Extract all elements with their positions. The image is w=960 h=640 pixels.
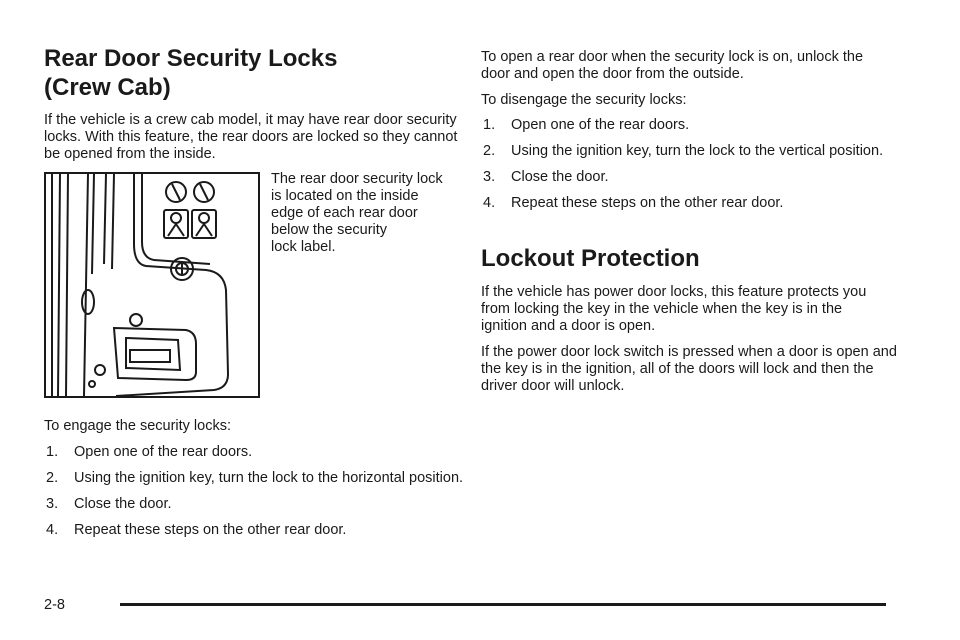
footer-divider — [120, 603, 886, 606]
caption-line: lock label. — [271, 239, 336, 255]
step-text: Using the ignition key, turn the lock to the vertical position. — [511, 143, 884, 159]
engage-heading: To engage the security locks: — [44, 418, 231, 434]
step-text: Open one of the rear doors. — [74, 444, 253, 460]
caption-line: edge of each rear door — [271, 205, 418, 221]
door-lock-illustration — [44, 172, 260, 398]
open-door-paragraph: To open a rear door when the security lock is on, unlock the door and open the door from the outside. — [481, 49, 864, 82]
list-item — [46, 496, 464, 513]
list-item — [46, 444, 464, 461]
section-title-crew-cab — [44, 73, 464, 103]
list-item — [483, 195, 891, 212]
step-number: 2. — [46, 470, 59, 486]
step-number: 3. — [483, 169, 496, 185]
step-text: Open one of the rear doors. — [511, 117, 690, 133]
step-number: 1. — [483, 117, 496, 133]
step-number: 2. — [483, 143, 496, 159]
caption-line: is located on the inside — [271, 188, 419, 204]
door-edge-drawing — [46, 174, 258, 396]
step-text: Close the door. — [511, 169, 609, 185]
step-text: Close the door. — [74, 496, 172, 512]
disengage-steps-list — [481, 117, 891, 212]
page-number: 2-8 — [44, 597, 65, 613]
list-item — [483, 143, 891, 160]
step-number: 4. — [483, 195, 496, 211]
section-title-rear-door-security-locks — [44, 44, 464, 74]
engage-steps-list — [44, 444, 464, 539]
step-text: Using the ignition key, turn the lock to the horizontal position. — [74, 470, 464, 486]
lockout-paragraph-2: If the power door lock switch is pressed when a door is open and the key is in the ignition, all of the doors will lock and then the driver door will unlock. — [481, 344, 897, 394]
list-item — [46, 470, 464, 487]
list-item — [46, 522, 464, 539]
title-line-1: Rear Door Security Locks — [44, 45, 338, 72]
caption-line: The rear door security lock — [271, 171, 443, 187]
disengage-heading: To disengage the security locks: — [481, 92, 687, 108]
section-title-lockout-protection: Lockout Protection — [481, 245, 700, 272]
step-text: Repeat these steps on the other rear door. — [74, 522, 347, 538]
step-text: Repeat these steps on the other rear door. — [511, 195, 784, 211]
list-item — [483, 117, 891, 134]
figure-caption — [271, 171, 461, 256]
lockout-paragraph-1: If the vehicle has power door locks, this feature protects you from locking the key in the vehicle when the key is in the ignition and a door is open. — [481, 284, 867, 334]
caption-line: below the security — [271, 222, 388, 238]
title-line-2: (Crew Cab) — [44, 74, 171, 101]
step-number: 1. — [46, 444, 59, 460]
list-item — [483, 169, 891, 186]
intro-paragraph: If the vehicle is a crew cab model, it may have rear door security locks. With this feature, the rear doors are locked so they cannot be opened from the inside. — [44, 112, 458, 162]
step-number: 4. — [46, 522, 59, 538]
step-number: 3. — [46, 496, 59, 512]
